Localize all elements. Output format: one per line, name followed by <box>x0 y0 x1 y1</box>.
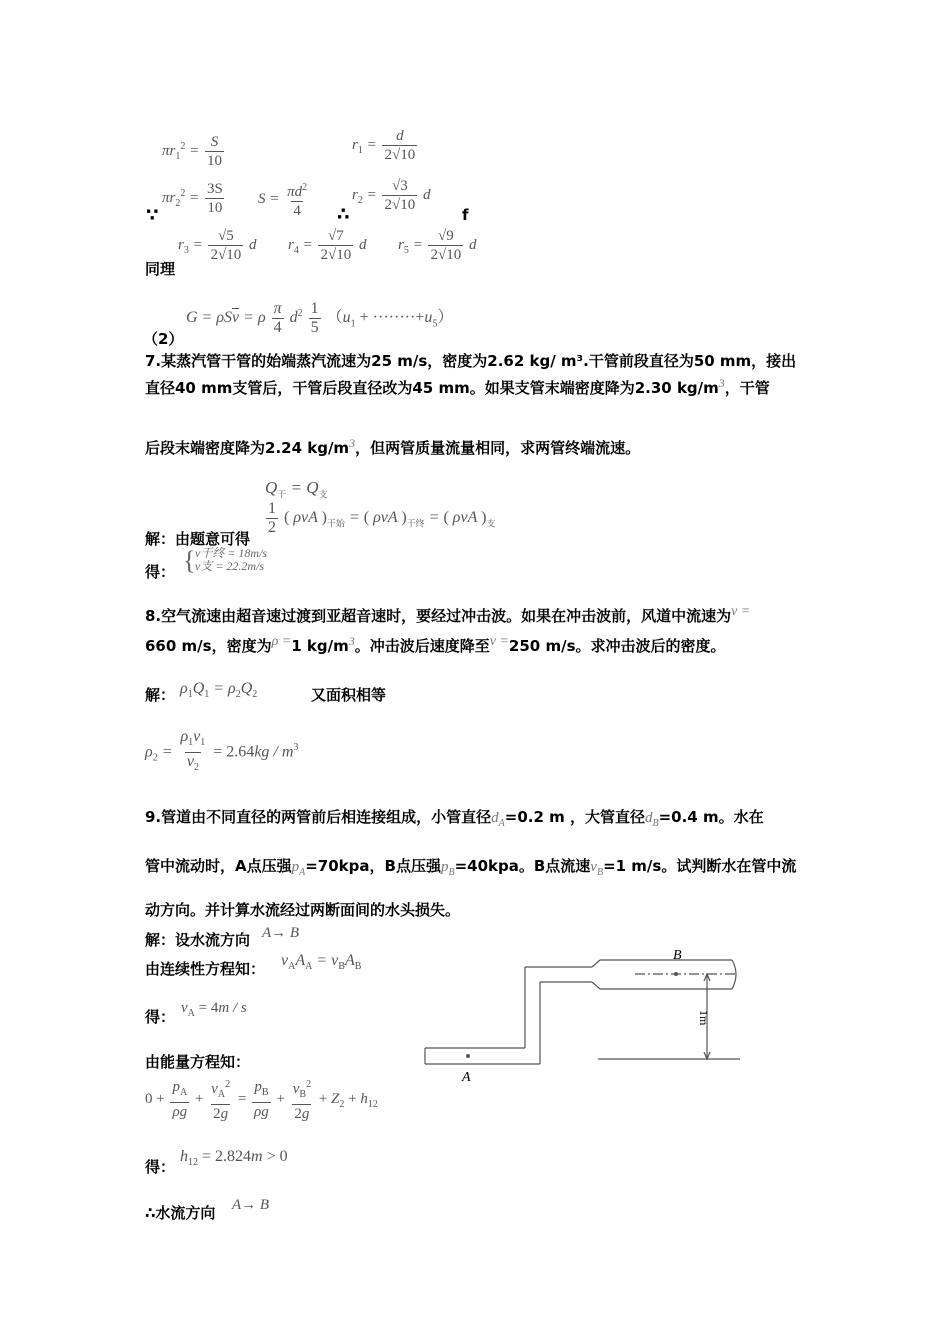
therefore-symbol: ∴ <box>337 204 350 225</box>
stray-f: f <box>462 206 469 224</box>
label-de-9b: 得： <box>145 1158 176 1176</box>
formula-area-r2: $\pi r_2^2$ = $\frac{3S}{10}$ <box>162 181 223 216</box>
problem-9-line-3: 动方向。并计算水流经过两断面间的水头损失。 <box>145 901 461 919</box>
label-tongli: 同理 <box>145 260 176 278</box>
formula-continuity: $v_AA_A = v_BA_B$ <box>281 952 362 973</box>
formula-area-r1: $\pi r_1^2$ = $\frac{S}{10}$ <box>162 134 222 169</box>
label-jie-direction: 解：设水流方向 <box>145 931 251 949</box>
v-result-2: v支 = 22.2m/s <box>195 559 265 573</box>
formula-flow: $\frac{1}{2}$ ( ρvA )$_{干始}$ = ( ρvA )$_{干终}$ = ( ρvA )$_支$ <box>268 500 496 536</box>
v-result-1: v干终 = 18m/s <box>195 546 268 560</box>
formula-r5: $r_5$ = $\frac{√9}{2√10}$ d <box>398 228 477 263</box>
formula-h12: $h_{12} = 2.824m > 0$ <box>180 1148 288 1169</box>
point-A <box>466 1054 470 1058</box>
formula-r4: $r_4$ = $\frac{√7}{2√10}$ d <box>288 228 367 263</box>
label-jie-tiyi: 解：由题意可得 <box>145 530 251 548</box>
formula-r3: $r_3$ = $\frac{√5}{2√10}$ d <box>178 228 257 263</box>
formula-Q-equal: $Q_干 = Q_支$ <box>265 478 328 500</box>
formula-r2: $r_2$ = $\frac{√3}{2√10}$ d <box>352 178 431 213</box>
problem-7-line-1: 7.某蒸汽管干管的始端蒸汽流速为25 m/s，密度为2.62 kg/ m³.干管前段直径为50 mm，接出直径40 mm支管后，干管后段直径改为45 mm。如果支管末端密度降为2.30 $kg/m^3$，干管 <box>145 352 797 397</box>
label-A: A <box>462 1070 471 1085</box>
formula-bernoulli: 0 + $\frac{p_A}{\rho g}$ + $\frac{v_A^2}{2g}$ = $\frac{p_B}{\rho g}$ + $\frac{v_B^2}{2g}$ + $Z_2 + h_{12}$ <box>145 1079 378 1122</box>
formula-v-results: { v干终 = 18m/s v支 = 22.2m/s <box>183 546 268 575</box>
point-B <box>674 972 678 976</box>
problem-7-line-2: 后段末端密度降为2.24 $kg/m^3$，但两管质量流量相同，求两管终端流速。 <box>145 436 641 457</box>
label-de-7: 得： <box>145 563 176 581</box>
formula-area-S: S = $\frac{\pi d^2}{4}$ <box>258 182 308 219</box>
formula-vA: $v_A = 4m / s$ <box>181 1000 247 1019</box>
formula-arrow-AB: A→ B <box>262 925 300 941</box>
label-jie-8: 解： <box>145 686 176 704</box>
formula-rhoQ: $\rho_1Q_1 = \rho_2Q_2$ <box>180 680 258 701</box>
label-therefore-direction: ∴水流方向 <box>145 1204 216 1222</box>
label-continuity: 由连续性方程知： <box>145 960 266 978</box>
label-energy: 由能量方程知： <box>145 1053 251 1071</box>
problem-9-line-1: 9.管道由不同直径的两管前后相连接组成，小管直径$d_A=0.2$ m ，大管直径$d_B=0.4$ m。水在 <box>145 808 764 829</box>
label-height: 1m <box>697 1010 711 1026</box>
label-de-9a: 得： <box>145 1008 176 1026</box>
problem-9-line-2: 管中流动时，A点压强$p_A=70kpa$，B点压强$p_B=40kpa$。B点流速$v_B=1$ m/s。试判断水在管中流 <box>145 857 797 878</box>
problem-8-line-1: 8.空气流速由超音速过渡到亚超音速时，要经过冲击波。如果在冲击波前，风道中流速为$^{v =}$ <box>145 604 751 625</box>
expansion-bottom <box>592 982 600 989</box>
because-symbol: ∵ <box>146 205 159 226</box>
pipe-diagram <box>420 945 750 1095</box>
formula-arrow-AB-final: A→ B <box>232 1197 270 1213</box>
label-area-equal: 又面积相等 <box>311 686 387 704</box>
formula-G: $G = \rho S\overline{v} = \rho$ $\frac{\pi}{4}$ $d^2$ $\frac{1}{5}$ $(u_1 + \cdot\cdot\cdot\cdot\cdot\cdot\cdot\cdot+u_5)$ <box>186 300 454 336</box>
label-part2: （2） <box>143 330 184 348</box>
formula-r1: $r_1$ = $\frac{d}{2√10}$ <box>352 128 416 163</box>
formula-rho2: $\rho_2$ = $\frac{\rho_1v_1}{v_2}$ = $2.64kg / m^3$ <box>145 728 298 777</box>
expansion-top <box>592 960 600 967</box>
label-B: B <box>673 948 682 963</box>
problem-8-line-2: 660 m/s，密度为$^{\rho =}$1 $kg/m^3$。冲击波后速度降至$^{v =}$250 m/s。求冲击波后的密度。 <box>145 634 726 655</box>
